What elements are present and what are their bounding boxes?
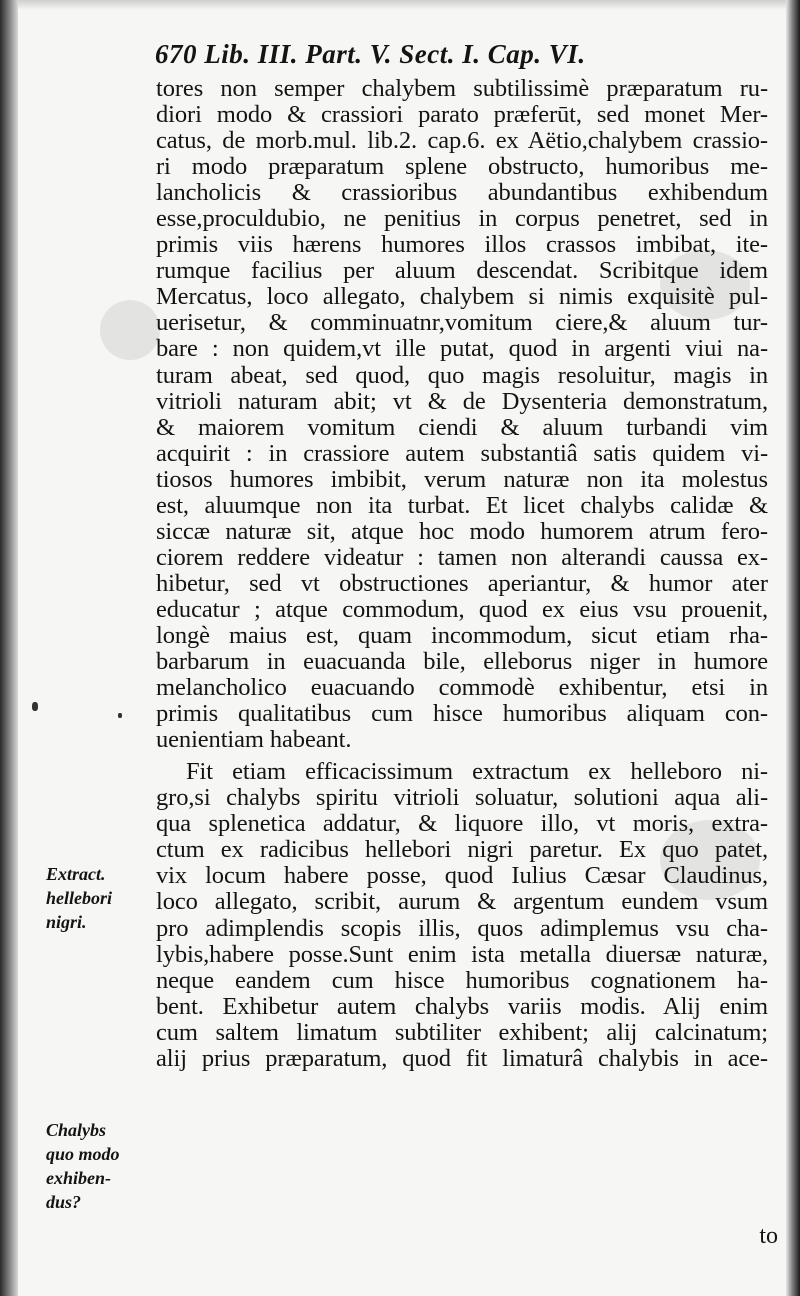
text-line: educatur ; atque commodum, quod ex eius vsu prouenit, [156, 595, 768, 623]
text-line: diori modo & crassiori parato præferūt, sed monet Mer- [156, 101, 768, 129]
text-line: alij prius præparatum, quod fit limaturâ chalybis in ace- [156, 1044, 768, 1072]
text-line: ri modo præparatum splene obstructo, humoribus me- [156, 153, 768, 181]
text-line: tores non semper chalybem subtilissimè præparatum ru- [156, 75, 768, 102]
text-line: primis qualitatibus cum hisce humoribus aliquam con- [156, 700, 768, 728]
margin-note-line: Chalybs [46, 1120, 107, 1140]
text-line: catus, de morb.mul. lib.2. cap.6. ex Aëtio,chalybem crassio- [156, 127, 768, 155]
text-line: ctum ex radicibus hellebori nigri paretur. Ex quo patet, [156, 836, 768, 864]
catchword: to [759, 1223, 778, 1249]
margin-note-line: dus? [46, 1192, 82, 1212]
text-line: vitrioli naturam abit; vt & de Dysenteria demonstratum, [156, 387, 768, 415]
page-top-shadow [0, 0, 800, 10]
show-through-blot [100, 300, 160, 360]
ink-speck [32, 702, 38, 711]
text-line: barbarum in euacuanda bile, elleborus niger in humore [156, 648, 768, 676]
margin-note-line: hellebori [46, 888, 112, 908]
text-line: gro,si chalybs spiritu vitrioli soluatur, solutioni aqua ali- [156, 784, 768, 812]
paragraph-1 [156, 76, 768, 753]
ink-speck [118, 713, 122, 718]
text-line: cum saltem limatum subtiliter exhibent; alij calcinatum; [156, 1018, 768, 1046]
text-line: acquirit : in crassiore autem substantiâ satis quidem vi- [156, 439, 768, 467]
text-line: longè maius est, quam incommodum, sicut etiam rha- [156, 621, 768, 649]
running-head: 670 Lib. III. Part. V. Sect. I. Cap. VI. [155, 39, 586, 69]
text-line: est, aluumque non ita turbat. Et licet chalybs calidæ & [156, 491, 768, 519]
text-line: rumque facilius per aluum descendat. Scribitque idem [156, 257, 768, 285]
text-line: vix locum habere posse, quod Iulius Cæsar Claudinus, [156, 862, 768, 890]
text-line: melancholico euacuando commodè exhibentur, etsi in [156, 674, 768, 702]
text-line: bare : non quidem,vt ille putat, quod in argenti viui na- [156, 335, 768, 363]
page-left-gutter-shadow [0, 0, 18, 1296]
margin-note-line: quo modo [46, 1144, 120, 1164]
text-line: bent. Exhibetur autem chalybs variis modis. Alij enim [156, 992, 768, 1020]
text-line: hibetur, sed vt obstructiones aperiantur, & humor ater [156, 569, 768, 597]
margin-note-line: nigri. [46, 912, 87, 932]
text-line: turam abeat, sed quod, quo magis resoluitur, magis in [156, 361, 768, 389]
text-line: lybis,habere posse.Sunt enim ista metalla diuersæ naturæ, [156, 940, 768, 968]
text-line: qua splenetica addatur, & liquore illo, vt moris, extra- [156, 810, 768, 838]
paragraph-2 [156, 759, 768, 1072]
text-line: uerisetur, & comminuatnr,vomitum ciere,& aluum tur- [156, 309, 768, 337]
text-line: pro adimplendis scopis illis, quos adimplemus vsu cha- [156, 914, 768, 942]
text-line: primis viis hærens humores illos crassos imbibat, ite- [156, 231, 768, 259]
page-right-edge-shadow [786, 0, 800, 1296]
text-line: siccæ naturæ sit, atque hoc modo humorem atrum fero- [156, 517, 768, 545]
margin-note-extract-hellebori [46, 862, 156, 934]
text-line: & maiorem vomitum ciendi & aluum turbandi vim [156, 413, 768, 441]
text-line: Mercatus, loco allegato, chalybem si nimis exquisitè pul- [156, 283, 768, 311]
margin-note-chalybs-exhibendus [46, 1118, 156, 1214]
text-line: lancholicis & crassioribus abundantibus exhibendum [156, 179, 768, 207]
text-line: neque eandem cum hisce humoribus cognationem ha- [156, 966, 768, 994]
margin-note-line: Extract. [46, 864, 106, 884]
text-line: loco allegato, scribit, aurum & argentum eundem vsum [156, 888, 768, 916]
text-line: Fit etiam efficacissimum extractum ex helleboro ni- [186, 758, 768, 786]
text-line: uenientiam habeant. [156, 726, 352, 754]
text-line: tiosos humores imbibit, verum naturæ non ita molestus [156, 465, 768, 493]
margin-note-line: exhiben- [46, 1168, 111, 1188]
text-line: esse,proculdubio, ne penitius in corpus penetret, sed in [156, 205, 768, 233]
text-line: ciorem reddere videatur : tamen non alterandi caussa ex- [156, 543, 768, 571]
main-text-block [156, 76, 768, 1072]
